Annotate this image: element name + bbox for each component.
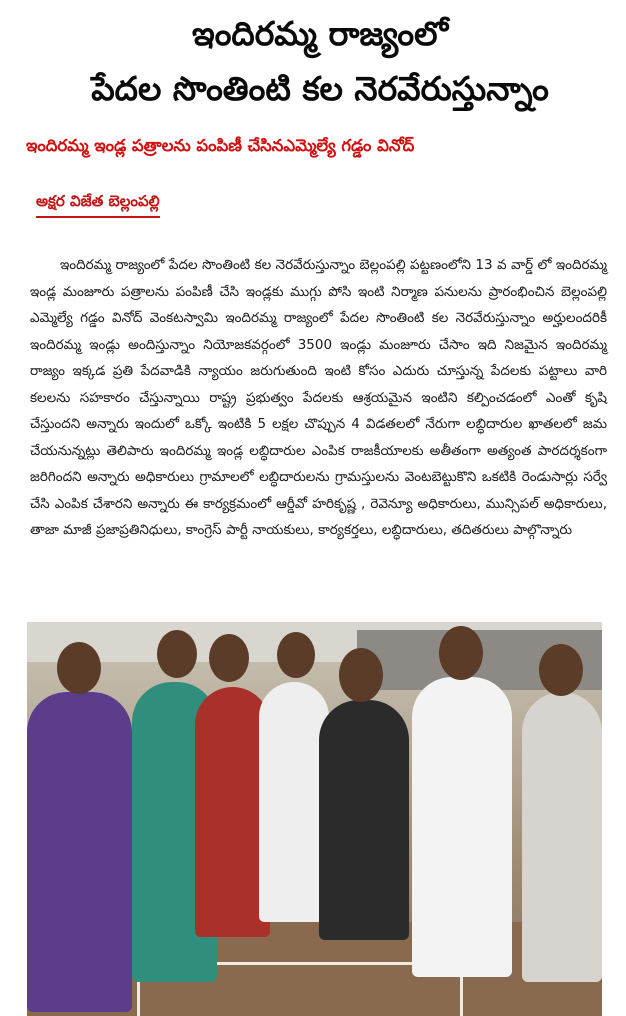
- article-byline: అక్షర విజేత బెల్లంపల్లి: [36, 192, 160, 218]
- photo-head: [439, 626, 483, 680]
- headline-line-2: పేదల సొంతింటి కల నెరవేరుస్తున్నాం: [91, 69, 549, 108]
- article-subheadline: ఇందిరమ్మ ఇండ్ల పత్రాలను పంపిణీ చేసినఎమ్మెల్యే గడ్డం వినోద్: [26, 136, 415, 155]
- photo-head: [209, 634, 249, 682]
- photo-head: [539, 644, 583, 696]
- news-photo: [27, 622, 602, 1016]
- photo-person-far-right: [522, 692, 602, 982]
- photo-person-mla-vest: [319, 700, 409, 940]
- article-headline: [20, 6, 620, 116]
- photo-person-woman-left: [27, 692, 132, 1012]
- article-body: ఇందిరమ్మ రాజ్యంలో పేదల సొంతింటి కల నెరవేరుస్తున్నాం బెల్లంపల్లి పట్టణంలోని 13 వ వార్డ్ లో ఇందిరమ్మ ఇండ్ల మంజూరు పత్రాలను పంపిణీ చేసి ఇండ్లకు ముగ్గు పోసి ఇంటి నిర్మాణ పనులను ప్రారంభించిన బెల్లంపల్లి ఎమ్మెల్యే గడ్డం వినోద్ వెంకటస్వామి ఇందిరమ్మ రాజ్యంలో పేదల సొంతింటి కల నెరవేరుస్తున్నాం అర్హులందరికీ ఇందిరమ్మ ఇండ్లు అందిస్తున్నాం నియోజకవర్గంలో 3500 ఇండ్లు మంజూరు చేసాం ఇది నిజమైన ఇందిరమ్మ రాజ్యం ఇక్కడ ప్రతి పేదవాడికి న్యాయం జరుగుతుంది ఇంటి కోసం ఎదురు చూస్తున్న పేదలకు పట్టాలు వారి కలలను సహకారం చేస్తున్నాయి రాష్ట్ర ప్రభుత్వం పేదలకు ఆశ్రయమైన ఇంటిని కల్పించడంలో ఎంతో కృషి చేస్తుందని అన్నారు ఇందులో ఒక్కో ఇంటికి 5 లక్షల చొప్పున 4 విడతలలో నేరుగా లబ్ధిదారుల ఖాతలలో జమ చేయనున్నట్లు తెలిపారు ఇందిరమ్మ ఇండ్ల లబ్ధిదారుల ఎంపిక రాజకీయాలకు అతీతంగా అత్యంత పారదర్శకంగా జరిగిందని అన్నారు అధికారులు గ్రామాలలో లబ్ధిదారులను గ్రామస్తులను వెంటబెట్టుకొని ఒకటికి రెండుసార్లు సర్వే చేసి ఎంపిక చేశారని అన్నారు ఈ కార్యక్రమంలో ఆర్డీవో హరికృష్ణ , రెవెన్యూ అధికారులు, మున్సిపల్ అధికారులు, తాజా మాజీ ప్రజాప్రతినిధులు, కాంగ్రెస్ పార్టీ నాయకులు, కార్యకర్తలు, లబ్ధిదారులు, తదితరులు పాల్గొన్నారు: [30, 257, 607, 538]
- photo-head: [157, 630, 197, 678]
- photo-head: [57, 642, 101, 694]
- photo-person-white-shirt-right: [412, 677, 512, 977]
- headline-line-1: ఇందిరమ్మ రాజ్యంలో: [191, 14, 449, 53]
- photo-head: [339, 648, 383, 702]
- photo-head: [277, 632, 315, 678]
